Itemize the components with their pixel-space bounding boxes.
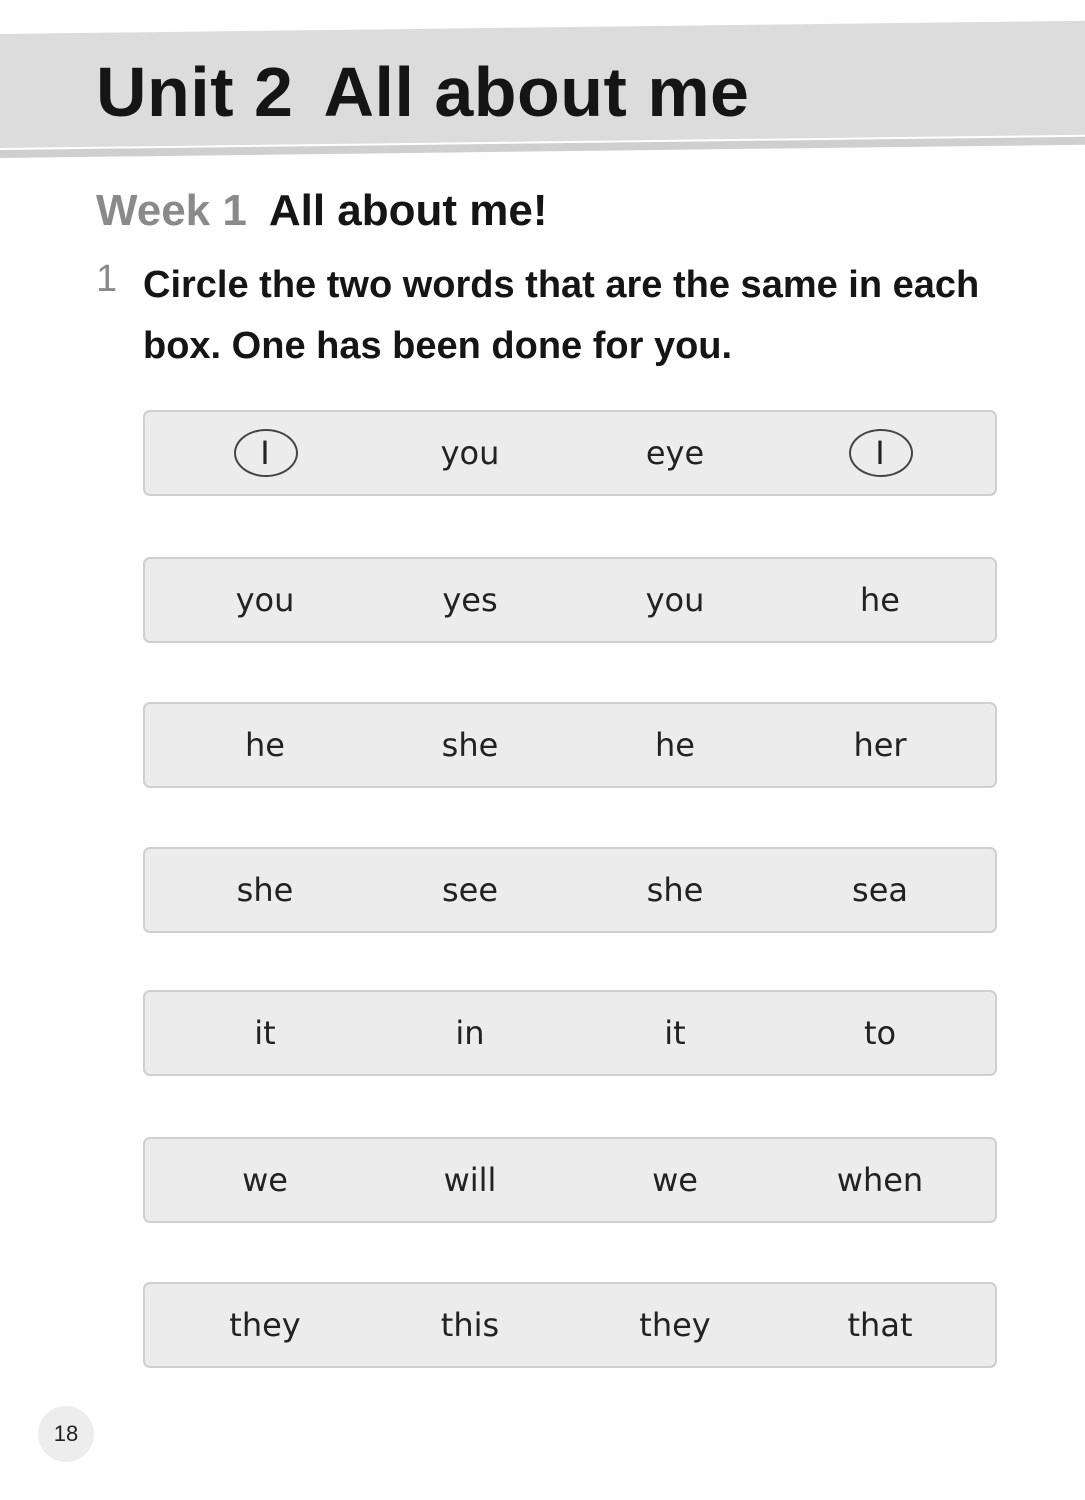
- question-instruction: Circle the two words that are the same in each box. One has been done for you.: [143, 264, 980, 367]
- word-option[interactable]: she: [646, 871, 704, 909]
- word-option[interactable]: she: [236, 871, 294, 909]
- page-number: 18: [38, 1406, 94, 1462]
- word-option[interactable]: to: [863, 1014, 897, 1052]
- word-option[interactable]: you: [440, 434, 500, 472]
- word-option[interactable]: see: [441, 871, 499, 909]
- unit-title-text: All about me: [323, 53, 750, 131]
- word-option[interactable]: that: [847, 1306, 913, 1344]
- word-box-row: [143, 410, 997, 496]
- word-option[interactable]: we: [242, 1161, 288, 1199]
- word-option[interactable]: it: [254, 1014, 276, 1052]
- word-option[interactable]: we: [652, 1161, 698, 1199]
- word-option[interactable]: it: [664, 1014, 686, 1052]
- word-option[interactable]: he: [245, 726, 285, 764]
- word-option[interactable]: her: [853, 726, 907, 764]
- unit-title: [96, 52, 750, 132]
- question-number: 1: [96, 258, 118, 300]
- word-option[interactable]: they: [229, 1306, 301, 1344]
- word-option[interactable]: she: [441, 726, 499, 764]
- word-box-row: [143, 702, 997, 788]
- word-option[interactable]: yes: [442, 581, 498, 619]
- word-box-row: [143, 1137, 997, 1223]
- word-option[interactable]: you: [235, 581, 295, 619]
- word-box-row: [143, 1282, 997, 1368]
- week-title: All about me!: [268, 186, 548, 235]
- word-box-row: [143, 557, 997, 643]
- word-option-circled[interactable]: I: [815, 412, 945, 494]
- word-option-circled[interactable]: I: [200, 412, 330, 494]
- word-option[interactable]: this: [440, 1306, 500, 1344]
- unit-label: Unit 2: [96, 53, 294, 131]
- week-heading: [96, 186, 548, 236]
- week-label: Week 1: [96, 186, 247, 235]
- word-option[interactable]: he: [655, 726, 695, 764]
- word-option[interactable]: sea: [852, 871, 908, 909]
- word-box-row: [143, 847, 997, 933]
- word-option[interactable]: they: [639, 1306, 711, 1344]
- word-option[interactable]: will: [443, 1161, 497, 1199]
- word-box-row: [143, 990, 997, 1076]
- word-option[interactable]: in: [455, 1014, 485, 1052]
- word-option[interactable]: when: [836, 1161, 924, 1199]
- word-option[interactable]: he: [860, 581, 900, 619]
- word-option[interactable]: you: [645, 581, 705, 619]
- word-option[interactable]: eye: [645, 434, 705, 472]
